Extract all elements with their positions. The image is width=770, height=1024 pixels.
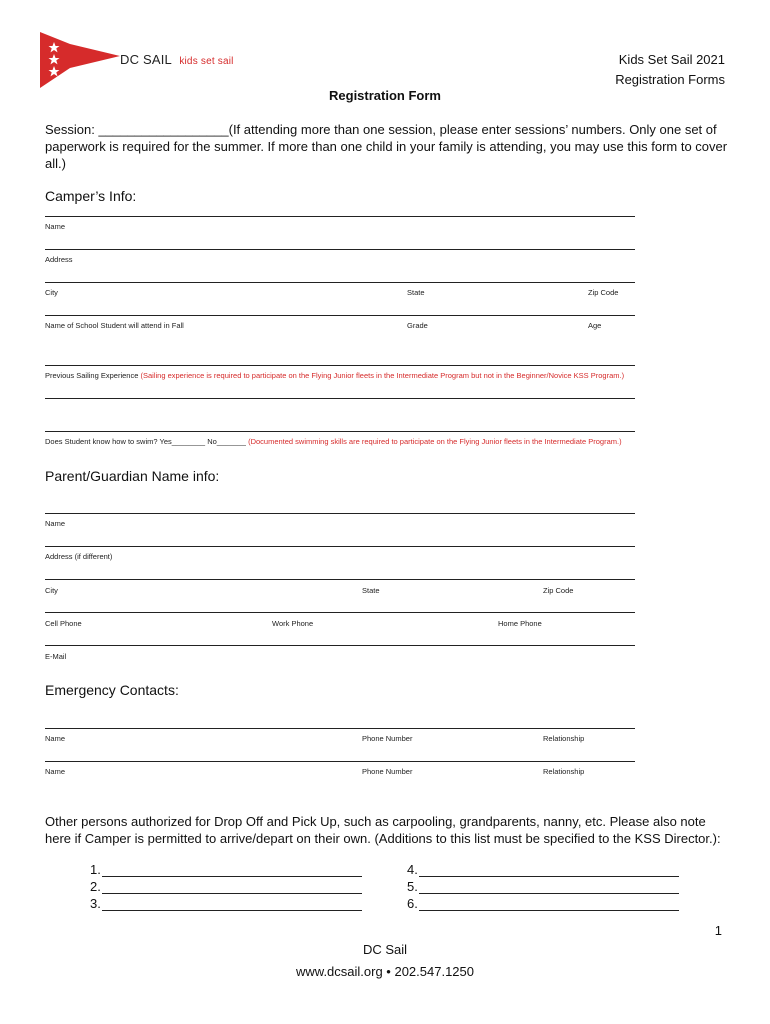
parent-city-label: City xyxy=(45,586,58,595)
authorized-person-6-line[interactable] xyxy=(419,910,679,911)
authorized-person-4-line[interactable] xyxy=(419,876,679,877)
sailing-experience-note: (Sailing experience is required to participate on the Flying Junior fleets in the Intermediate Program but not in the Beginner/Novice KSS Program.) xyxy=(140,371,625,380)
camper-city-label: City xyxy=(45,288,58,297)
parent-state-label: State xyxy=(362,586,380,595)
swim-note: (Documented swimming skills are required to participate on the Flying Junior fleets in the Intermediate Program.) xyxy=(248,437,622,446)
emergency-heading: Emergency Contacts: xyxy=(45,682,179,698)
authorized-person-5-number: 5. xyxy=(407,879,418,894)
page-number: 1 xyxy=(714,923,722,938)
authorized-person-5-line[interactable] xyxy=(419,893,679,894)
parent-info-heading: Parent/Guardian Name info: xyxy=(45,468,220,484)
parent-name-label: Name xyxy=(45,519,66,528)
emergency-contact-1-line[interactable] xyxy=(45,728,635,729)
emergency-2-name-label: Name xyxy=(45,767,66,776)
authorized-person-1-number: 1. xyxy=(90,862,101,877)
camper-address-line[interactable] xyxy=(45,249,635,250)
emergency-1-name-label: Name xyxy=(45,734,66,743)
authorized-person-6-number: 6. xyxy=(407,896,418,911)
work-phone-label: Work Phone xyxy=(272,619,314,628)
authorized-persons-instructions: Other persons authorized for Drop Off and Pick Up, such as carpooling, grandparents, nanny, etc. Please also note here if Camper is permitted to arrive/depart on their own. (Additions to this list must be specified to the KSS Director.): xyxy=(45,814,721,846)
header-subtitle: Registration Forms xyxy=(615,72,725,87)
cell-phone-label: Cell Phone xyxy=(45,619,82,628)
camper-school-line[interactable] xyxy=(45,315,635,316)
camper-zip-label: Zip Code xyxy=(588,288,619,297)
emergency-1-phone-label: Phone Number xyxy=(362,734,413,743)
parent-city-line[interactable] xyxy=(45,579,635,580)
emergency-contact-2-line[interactable] xyxy=(45,761,635,762)
camper-name-label: Name xyxy=(45,222,66,231)
parent-zip-label: Zip Code xyxy=(543,586,574,595)
camper-city-line[interactable] xyxy=(45,282,635,283)
authorized-person-2-number: 2. xyxy=(90,879,101,894)
brand-name: DC SAIL xyxy=(120,52,172,67)
camper-address-label: Address xyxy=(45,255,73,264)
emergency-2-relationship-label: Relationship xyxy=(543,767,585,776)
parent-address-line[interactable] xyxy=(45,546,635,547)
swim-question: Does Student know how to swim? Yes________ No_______ xyxy=(45,437,246,446)
camper-grade-label: Grade xyxy=(407,321,428,330)
emergency-1-relationship-label: Relationship xyxy=(543,734,585,743)
authorized-person-4-number: 4. xyxy=(407,862,418,877)
authorized-person-3-line[interactable] xyxy=(102,910,362,911)
parent-email-line[interactable] xyxy=(45,645,635,646)
sailing-experience-line[interactable] xyxy=(45,365,635,366)
authorized-person-3-number: 3. xyxy=(90,896,101,911)
footer-org: DC Sail xyxy=(362,942,408,957)
authorized-person-2-line[interactable] xyxy=(102,893,362,894)
sailing-experience-line-2[interactable] xyxy=(45,398,635,399)
header-program: Kids Set Sail 2021 xyxy=(618,52,725,67)
camper-age-label: Age xyxy=(588,321,602,330)
dc-sail-logo-flag-icon xyxy=(40,32,120,88)
sailing-experience-text: Previous Sailing Experience xyxy=(45,371,139,380)
sailing-experience-label xyxy=(45,371,624,380)
page-title: Registration Form xyxy=(329,88,441,103)
parent-phone-line[interactable] xyxy=(45,612,635,613)
home-phone-label: Home Phone xyxy=(498,619,542,628)
authorized-person-1-line[interactable] xyxy=(102,876,362,877)
swim-label xyxy=(45,437,622,446)
footer-contact: www.dcsail.org • 202.547.1250 xyxy=(296,964,474,979)
camper-school-label: Name of School Student will attend in Fall xyxy=(45,321,184,330)
session-instructions: Session: __________________(If attending more than one session, please enter sessions’ numbers. Only one set of paperwork is required for the summer. If more than one child in your family is attending, you may use this form to cover all.) xyxy=(45,122,728,171)
swim-line[interactable] xyxy=(45,431,635,432)
camper-state-label: State xyxy=(407,288,425,297)
parent-name-line[interactable] xyxy=(45,513,635,514)
emergency-2-phone-label: Phone Number xyxy=(362,767,413,776)
brand-tagline: kids set sail xyxy=(179,56,234,67)
camper-name-line[interactable] xyxy=(45,216,635,217)
email-label: E-Mail xyxy=(45,652,67,661)
parent-address-label: Address (if different) xyxy=(45,552,113,561)
camper-info-heading: Camper’s Info: xyxy=(45,188,137,204)
brand xyxy=(120,52,234,67)
